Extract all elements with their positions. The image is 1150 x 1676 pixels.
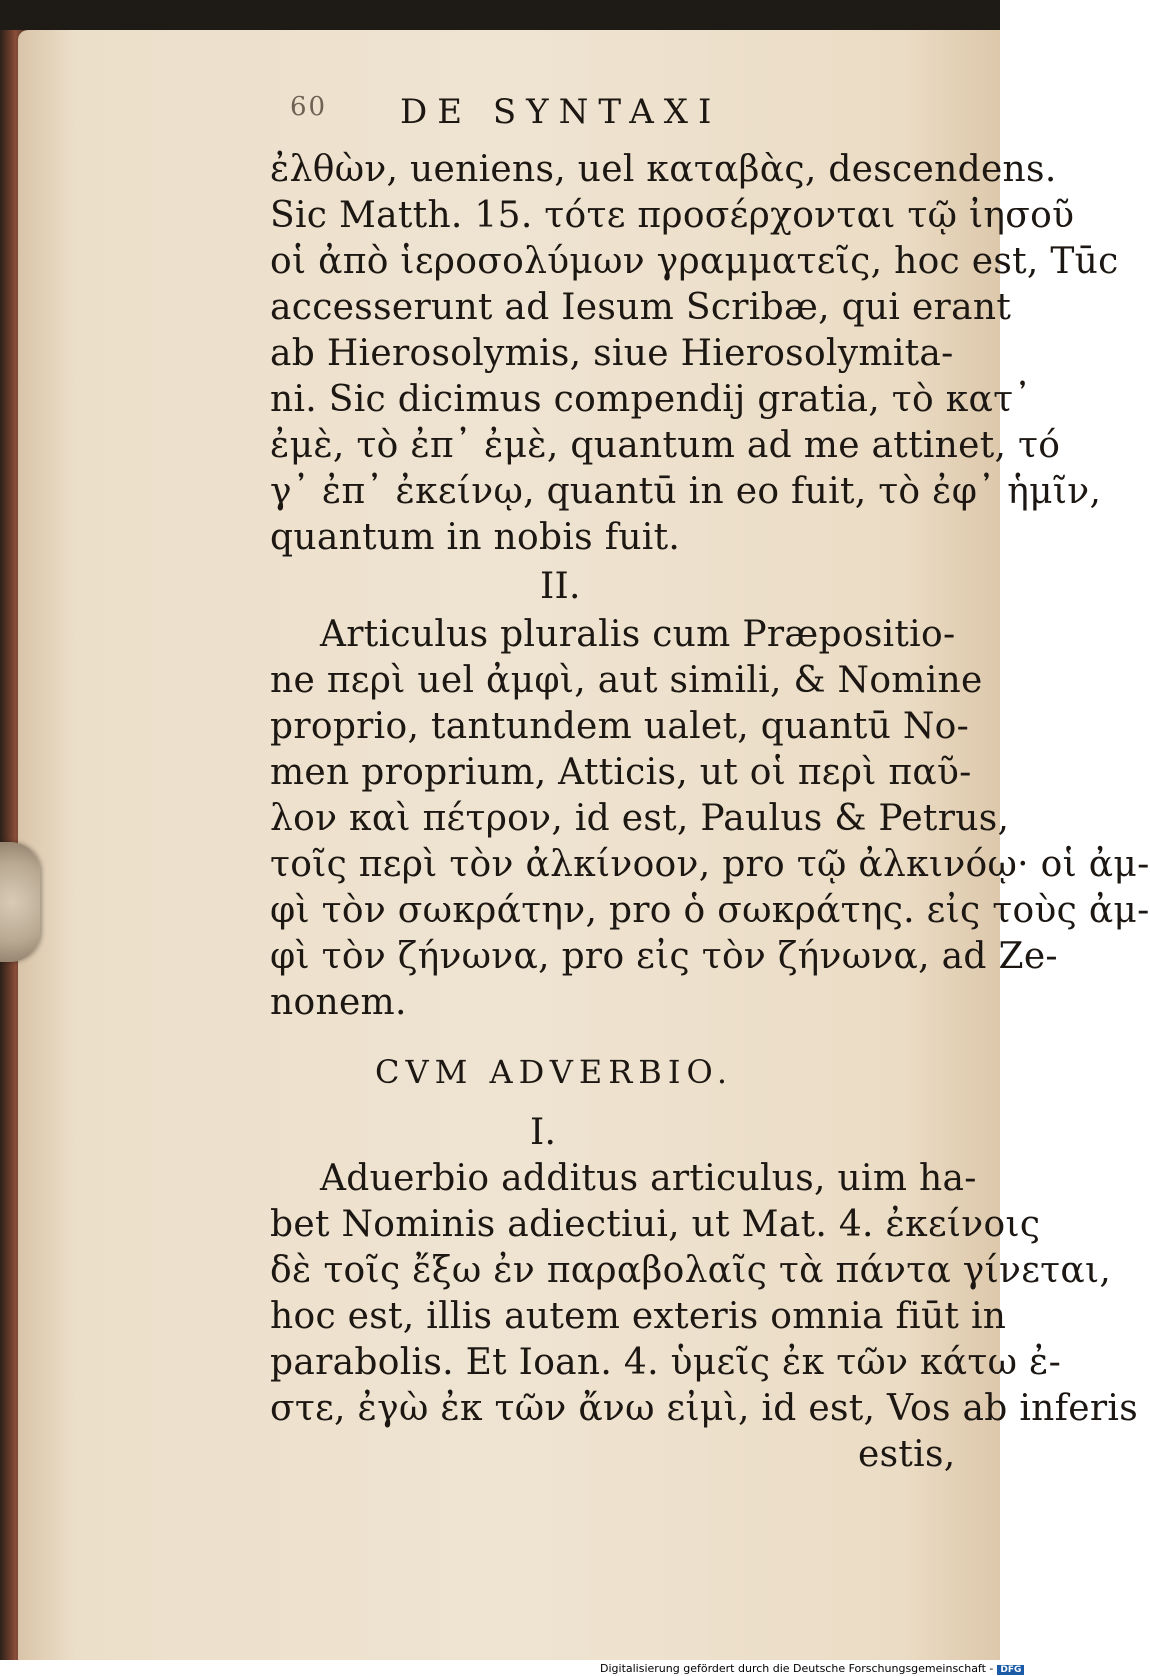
- text-line: Aduerbio additus articulus, uim ha-: [320, 1158, 977, 1199]
- text-line: φὶ τὸν σωκράτην, pro ὁ σωκράτης. εἰς τοὺς ἀμ-: [270, 890, 1150, 931]
- credit-text: Digitalisierung gefördert durch die Deutsche Forschungsgemeinschaft -: [600, 1662, 994, 1675]
- text-line: quantum in nobis fuit.: [270, 517, 681, 558]
- rule-number-two: II.: [540, 566, 581, 607]
- text-line: parabolis. Et Ioan. 4. ὑμεῖς ἐκ τῶν κάτω ἐ-: [270, 1342, 1062, 1383]
- text-line: men proprium, Atticis, ut οἱ περὶ παῦ-: [270, 752, 972, 793]
- text-line: Sic Matth. 15. τότε προσέρχονται τῷ ἰησοῦ: [270, 195, 1075, 236]
- text-line: δὲ τοῖς ἔξω ἐν παραβολαῖς τὰ πάντα γίνεται,: [270, 1250, 1112, 1291]
- text-line: proprio, tantundem ualet, quantū No-: [270, 706, 970, 747]
- page-header: [290, 92, 970, 142]
- clasp-image: [0, 842, 40, 962]
- page-number: 60: [290, 92, 328, 122]
- text-line: οἱ ἀπὸ ἱεροσολύμων γραμματεῖς, hoc est, Tūc: [270, 241, 1119, 282]
- running-title: DE SYNTAXI: [400, 92, 722, 132]
- text-line: accesserunt ad Iesum Scribæ, qui erant: [270, 287, 1012, 328]
- text-line: Articulus pluralis cum Præpositio-: [320, 614, 956, 655]
- rule-number-one: I.: [530, 1112, 557, 1153]
- text-line: ni. Sic dicimus compendij gratia, τὸ κατ᾽: [270, 379, 1032, 420]
- section-heading: CVM ADVERBIO.: [375, 1053, 733, 1091]
- text-line: γ᾽ ἐπ᾽ ἐκείνῳ, quantū in eo fuit, τὸ ἐφ᾽ ἡμῖν,: [270, 471, 1102, 512]
- text-line: ἐλθὼν, ueniens, uel καταβὰς, descendens.: [270, 149, 1057, 190]
- dfg-logo: DFG: [997, 1665, 1024, 1675]
- text-line: τοῖς περὶ τὸν ἀλκίνοον, pro τῷ ἀλκινόῳ· οἱ ἀμ-: [270, 844, 1150, 885]
- text-line: ab Hierosolymis, siue Hierosolymita-: [270, 333, 954, 374]
- text-line: ne περὶ uel ἀμφὶ, aut simili, & Nomine: [270, 660, 983, 701]
- text-line: λον καὶ πέτρον, id est, Paulus & Petrus,: [270, 798, 1010, 839]
- text-line: ἐμὲ, τὸ ἐπ᾽ ἐμὲ, quantum ad me attinet, τό: [270, 425, 1061, 466]
- text-line: nonem.: [270, 982, 407, 1023]
- text-line: estis,: [858, 1434, 956, 1475]
- digitization-credit: [600, 1662, 1024, 1675]
- text-line: bet Nominis adiectiui, ut Mat. 4. ἐκείνοις: [270, 1204, 1041, 1245]
- text-line: hoc est, illis autem exteris omnia fiūt in: [270, 1296, 1007, 1337]
- text-line: φὶ τὸν ζήνωνα, pro εἰς τὸν ζήνωνα, ad Ze-: [270, 936, 1058, 977]
- text-line: στε, ἐγὼ ἐκ τῶν ἄνω εἰμὶ, id est, Vos ab inferis: [270, 1388, 1138, 1429]
